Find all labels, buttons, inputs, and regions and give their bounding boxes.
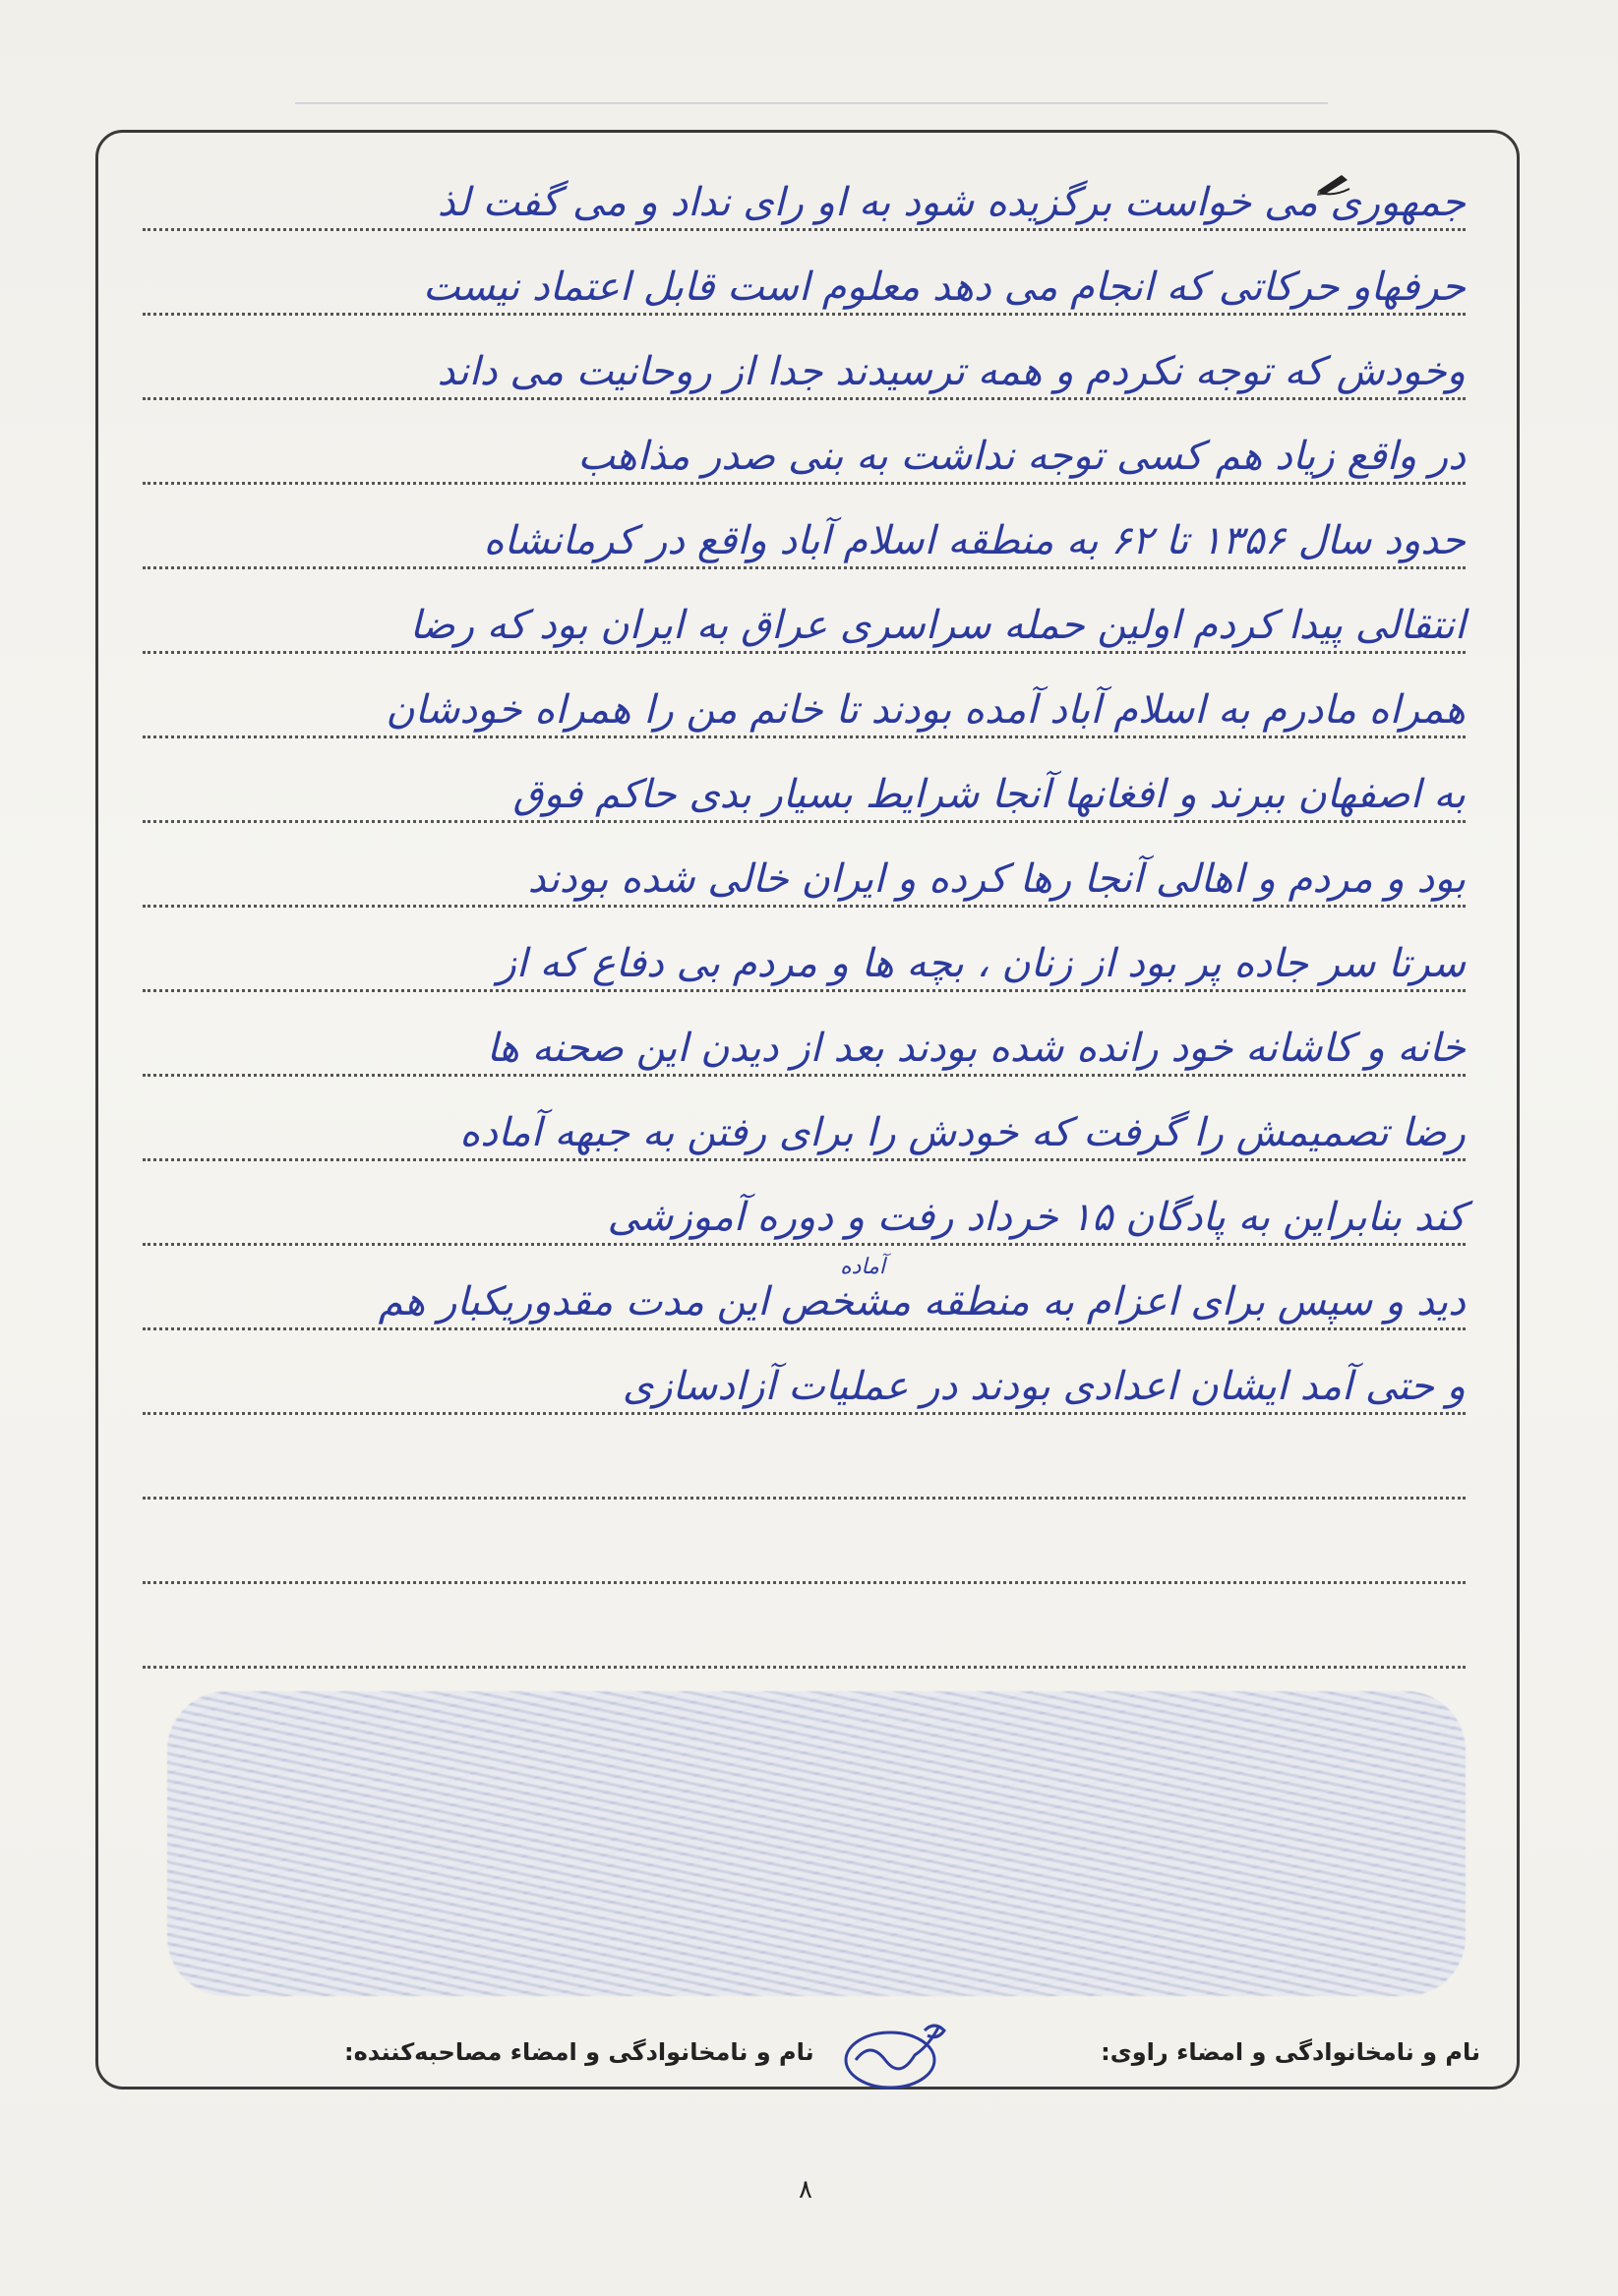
handwritten-line bbox=[143, 1356, 1466, 1415]
handwritten-text: همراه مادرم به اسلام آباد آمده بودند تا خانم من را همراه خودشان bbox=[386, 687, 1466, 733]
dotted-rule bbox=[143, 1243, 1466, 1246]
dotted-rule bbox=[143, 566, 1466, 569]
handwritten-line bbox=[143, 1187, 1466, 1246]
handwritten-line bbox=[143, 1525, 1466, 1584]
handwritten-text: کند بنابراین به پادگان ۱۵ خرداد رفت و دوره آموزشی bbox=[607, 1195, 1466, 1240]
handwritten-text: در واقع زیاد هم کسی توجه نداشت به بنی صدر مذاهب bbox=[577, 434, 1466, 479]
handwritten-line bbox=[143, 510, 1466, 569]
handwritten-text: حدود سال ۱۳۵۶ تا ۶۲ به منطقه اسلام آباد واقع در کرمانشاه bbox=[483, 518, 1466, 563]
dotted-rule bbox=[143, 1666, 1466, 1669]
handwritten-line bbox=[143, 1255, 1466, 1330]
handwritten-text: وخودش که توجه نکردم و همه ترسیدند جدا از روحانیت می داند bbox=[437, 349, 1466, 394]
handwritten-line bbox=[143, 933, 1466, 992]
handwritten-text: جمهوری می خواست برگزیده شود به او رای نداد و می گفت لذ bbox=[437, 180, 1466, 225]
handwritten-text: سرتا سر جاده پر بود از زنان ، بچه ها و مردم بی دفاع که از bbox=[497, 941, 1466, 986]
dotted-rule bbox=[143, 820, 1466, 823]
handwritten-text: به اصفهان ببرند و افغانها آنجا شرایط بسیار بدی حاکم فوق bbox=[512, 772, 1466, 817]
page-number: ۸ bbox=[799, 2175, 812, 2205]
handwritten-text: بود و مردم و اهالی آنجا رها کرده و ایران خالی شده بودند bbox=[527, 856, 1466, 902]
handwritten-text: رضا تصمیمش را گرفت که خودش را برای رفتن به جبهه آماده bbox=[459, 1110, 1466, 1155]
dotted-rule bbox=[143, 1412, 1466, 1415]
handwritten-text: انتقالی پیدا کردم اولین حمله سراسری عراق به ایران بود که رضا bbox=[409, 603, 1466, 648]
bleed-through-line bbox=[295, 69, 1328, 104]
dotted-rule bbox=[143, 397, 1466, 400]
dotted-rule bbox=[143, 905, 1466, 908]
dotted-rule bbox=[143, 989, 1466, 992]
handwritten-text: حرفهاو حرکاتی که انجام می دهد معلوم است قابل اعتماد نیست bbox=[422, 265, 1466, 310]
dotted-rule bbox=[143, 1158, 1466, 1161]
dotted-rule bbox=[143, 736, 1466, 738]
signature-footer bbox=[143, 2031, 1480, 2080]
insertion-note: آماده bbox=[840, 1255, 885, 1279]
dotted-rule bbox=[143, 482, 1466, 485]
handwritten-line bbox=[143, 679, 1466, 738]
dotted-rule bbox=[143, 228, 1466, 231]
dotted-rule bbox=[143, 1581, 1466, 1584]
dotted-rule bbox=[143, 313, 1466, 316]
handwritten-signature bbox=[831, 2006, 979, 2094]
dotted-rule bbox=[143, 1497, 1466, 1500]
handwritten-text: دید و سپس برای اعزام به منطقه مشخص این مدت مقدوریکبار هم bbox=[378, 1279, 1466, 1325]
handwritten-text: خانه و کاشانه خود رانده شده بودند بعد از دیدن این صحنه ها bbox=[486, 1026, 1466, 1071]
interviewer-signature-label: نام و نامخانوادگی و امضاء مصاحبه‌کننده: bbox=[344, 2038, 814, 2066]
handwritten-line bbox=[143, 1441, 1466, 1500]
handwritten-line bbox=[143, 595, 1466, 654]
handwritten-line bbox=[143, 849, 1466, 908]
dotted-rule bbox=[143, 1074, 1466, 1077]
narrator-signature-label: نام و نامخانوادگی و امضاء راوی: bbox=[1101, 2038, 1480, 2066]
dotted-rule bbox=[143, 1327, 1466, 1330]
handwritten-line bbox=[143, 1610, 1466, 1669]
handwritten-line bbox=[143, 764, 1466, 823]
handwritten-line bbox=[143, 257, 1466, 316]
handwritten-line bbox=[143, 426, 1466, 485]
dotted-rule bbox=[143, 651, 1466, 654]
handwritten-line bbox=[143, 172, 1466, 231]
scribbled-out-text bbox=[167, 1691, 1466, 1996]
handwritten-line bbox=[143, 1102, 1466, 1161]
handwritten-line bbox=[143, 341, 1466, 400]
handwritten-text: و حتی آمد ایشان اعدادی بودند در عملیات آزادسازی bbox=[622, 1364, 1466, 1409]
handwritten-line bbox=[143, 1018, 1466, 1077]
